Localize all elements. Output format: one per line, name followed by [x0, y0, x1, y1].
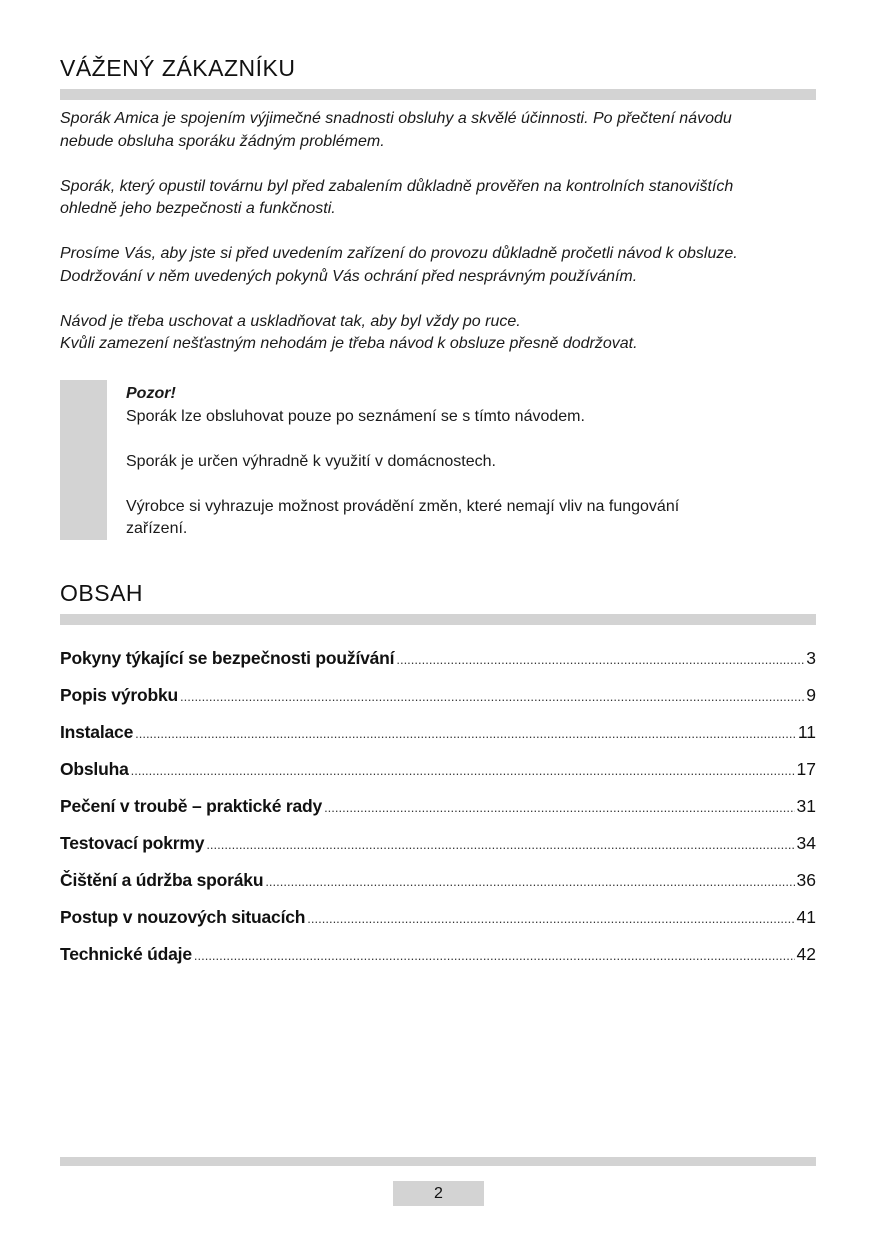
toc-leader — [194, 948, 795, 963]
intro-paragraph: Prosíme Vás, aby jste si před uvedením zařízení do provozu důkladně pročetli návod k obsluze. Dodržování v něm uvedených pokynů Vás ochrání před nesprávným používáním. — [60, 245, 738, 285]
toc-entry[interactable] — [60, 759, 816, 796]
toc-entry[interactable] — [60, 722, 816, 759]
toc-entry-label: Obsluha — [60, 759, 129, 779]
toc-leader — [324, 800, 794, 815]
toc-entry-page: 9 — [806, 685, 816, 705]
toc-leader — [265, 874, 794, 889]
toc-entry[interactable] — [60, 796, 816, 833]
warning-notice — [60, 380, 816, 540]
contents-title: OBSAH — [60, 580, 144, 606]
page-title: VÁŽENÝ ZÁKAZNÍKU — [60, 55, 296, 81]
notice-body — [126, 383, 806, 563]
notice-title: Pozor! — [126, 385, 176, 402]
toc-entry-label: Instalace — [60, 722, 134, 742]
toc-entry-page: 34 — [796, 833, 816, 853]
toc-entry-page: 17 — [796, 759, 816, 779]
toc-entry-page: 31 — [796, 796, 816, 816]
intro-text — [60, 108, 820, 378]
notice-paragraph: Sporák je určen výhradně k využití v domácnostech. — [126, 452, 496, 470]
page-number: 2 — [393, 1181, 484, 1206]
toc-entry-page: 42 — [796, 944, 816, 964]
notice-paragraph: Výrobce si vyhrazuje možnost provádění změn, které nemají vliv na fungování zařízení. — [126, 497, 680, 537]
toc-leader — [396, 652, 804, 667]
toc-leader — [135, 726, 796, 741]
toc-entry[interactable] — [60, 870, 816, 907]
toc-leader — [180, 689, 804, 704]
table-of-contents — [60, 648, 816, 981]
notice-paragraph: Sporák lze obsluhovat pouze po seznámení se s tímto návodem. — [126, 407, 585, 425]
contents-divider — [60, 614, 816, 625]
toc-entry-label: Popis výrobku — [60, 685, 178, 705]
toc-entry[interactable] — [60, 648, 816, 685]
notice-side-bar — [60, 380, 107, 540]
toc-entry-label: Pokyny týkající se bezpečnosti používání — [60, 648, 395, 668]
toc-leader — [206, 837, 794, 852]
toc-leader — [307, 911, 794, 926]
toc-entry-page: 36 — [796, 870, 816, 890]
toc-entry-page: 11 — [797, 722, 816, 742]
intro-paragraph: Návod je třeba uschovat a uskladňovat tak, aby byl vždy po ruce. Kvůli zamezení nešťastným nehodám je třeba návod k obsluze přesně dodržovat. — [60, 312, 638, 352]
toc-entry-page: 41 — [796, 907, 816, 927]
title-divider — [60, 89, 816, 100]
toc-leader — [131, 763, 795, 778]
footer-divider — [60, 1157, 816, 1166]
toc-entry-label: Postup v nouzových situacích — [60, 907, 306, 927]
toc-entry-label: Čištění a údržba sporáku — [60, 870, 264, 890]
toc-entry[interactable] — [60, 685, 816, 722]
toc-entry[interactable] — [60, 907, 816, 944]
toc-entry-label: Technické údaje — [60, 944, 192, 964]
toc-entry-label: Pečení v troubě – praktické rady — [60, 796, 323, 816]
intro-paragraph: Sporák, který opustil továrnu byl před zabalením důkladně prověřen na kontrolních stanovištích ohledně jeho bezpečnosti a funkčnosti. — [60, 177, 734, 217]
toc-entry[interactable] — [60, 944, 816, 981]
intro-paragraph: Sporák Amica je spojením výjimečné snadnosti obsluhy a skvělé účinnosti. Po přečtení návodu nebude obsluha sporáku žádným problémem. — [60, 110, 732, 150]
toc-entry-label: Testovací pokrmy — [60, 833, 205, 853]
toc-entry[interactable] — [60, 833, 816, 870]
toc-entry-page: 3 — [806, 648, 816, 668]
